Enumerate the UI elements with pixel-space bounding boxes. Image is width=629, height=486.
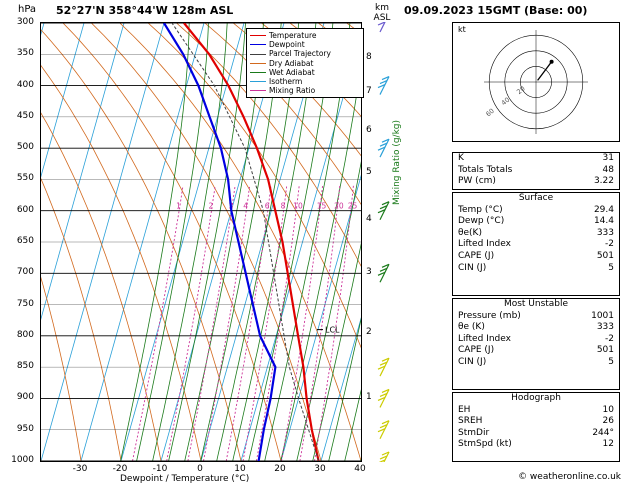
height-axis-unit: km bbox=[375, 3, 389, 13]
legend-swatch bbox=[250, 54, 266, 55]
info-key: CIN (J) bbox=[458, 356, 487, 367]
legend-item bbox=[250, 68, 360, 77]
wind-barb bbox=[378, 22, 389, 32]
pressure-tick-label: 800 bbox=[16, 329, 34, 340]
info-key: Lifted Index bbox=[458, 333, 511, 344]
legend-item bbox=[250, 49, 360, 58]
pressure-tick-label: 700 bbox=[16, 267, 34, 278]
wind-barb bbox=[378, 389, 389, 407]
info-value: 3.22 bbox=[593, 176, 614, 187]
info-value: 5 bbox=[608, 262, 614, 273]
info-row bbox=[453, 228, 619, 240]
legend-item bbox=[250, 86, 360, 95]
wind-barb-column bbox=[362, 22, 402, 462]
info-key: θe (K) bbox=[458, 322, 485, 333]
pressure-tick-label: 750 bbox=[16, 298, 34, 309]
svg-text:20: 20 bbox=[334, 201, 344, 211]
temperature-tick-label: -30 bbox=[72, 464, 88, 474]
hodograph-plot bbox=[452, 22, 620, 142]
legend-label: Dewpoint bbox=[269, 40, 305, 50]
info-key: Pressure (mb) bbox=[458, 310, 521, 321]
legend-label: Dry Adiabat bbox=[269, 58, 314, 68]
legend-label: Mixing Ratio bbox=[269, 86, 316, 96]
svg-text:10: 10 bbox=[293, 201, 303, 211]
legend-swatch bbox=[250, 81, 266, 82]
info-row bbox=[453, 311, 619, 323]
temperature-tick-label: -20 bbox=[112, 464, 128, 474]
height-tick-label: 3 bbox=[366, 267, 372, 278]
pressure-tick-label: 900 bbox=[16, 392, 34, 403]
box-title: Hodograph bbox=[511, 393, 561, 403]
info-row bbox=[453, 153, 619, 165]
pressure-axis-unit: hPa bbox=[18, 4, 37, 15]
svg-text:3: 3 bbox=[228, 201, 234, 211]
info-row bbox=[453, 176, 619, 188]
pressure-tick-label: 450 bbox=[16, 110, 34, 121]
info-row bbox=[453, 405, 619, 417]
info-row bbox=[453, 357, 619, 369]
wind-barb bbox=[378, 264, 389, 282]
info-key: StmSpd (kt) bbox=[458, 439, 512, 450]
height-tick-label: 5 bbox=[366, 167, 372, 178]
info-value: -2 bbox=[605, 333, 614, 344]
info-value: 501 bbox=[596, 250, 614, 261]
svg-text:20: 20 bbox=[515, 84, 527, 96]
forecast-datetime: 09.09.2023 15GMT (Base: 00) bbox=[404, 4, 588, 17]
info-row bbox=[453, 334, 619, 346]
legend-item bbox=[250, 31, 360, 40]
info-value: 26 bbox=[602, 416, 614, 427]
indices-box bbox=[452, 152, 620, 190]
legend-swatch bbox=[250, 90, 266, 91]
wind-barb bbox=[378, 139, 389, 157]
height-tick-label: 1 bbox=[366, 392, 372, 403]
height-axis-reference: ASL bbox=[373, 13, 391, 23]
info-value: 31 bbox=[602, 153, 614, 163]
box-title: Most Unstable bbox=[503, 299, 569, 309]
mixing-ratio-axis-title: Mixing Ratio (g/kg) bbox=[392, 119, 402, 205]
temperature-tick-label: 0 bbox=[197, 464, 203, 474]
info-key: Temp (°C) bbox=[458, 204, 503, 215]
hodograph-canvas bbox=[453, 23, 619, 141]
info-row bbox=[453, 322, 619, 334]
pressure-tick-label: 500 bbox=[16, 142, 34, 153]
pressure-tick-label: 550 bbox=[16, 173, 34, 184]
pressure-tick-label: 400 bbox=[16, 79, 34, 90]
legend-label: Parcel Trajectory bbox=[269, 49, 331, 59]
info-row bbox=[453, 165, 619, 177]
info-value: 48 bbox=[602, 164, 614, 175]
page-title: 52°27'N 358°44'W 128m ASL bbox=[56, 4, 234, 17]
info-value: 1001 bbox=[591, 310, 614, 321]
legend-swatch bbox=[250, 35, 266, 36]
info-key: PW (cm) bbox=[458, 176, 496, 187]
legend-item bbox=[250, 77, 360, 86]
wind-barb bbox=[378, 452, 389, 462]
temperature-tick-label: -10 bbox=[152, 464, 168, 474]
wind-barb bbox=[378, 421, 389, 439]
info-key: CAPE (J) bbox=[458, 345, 495, 356]
svg-text:60: 60 bbox=[484, 106, 496, 119]
info-row bbox=[453, 251, 619, 263]
wind-barb bbox=[378, 77, 389, 95]
temperature-tick-label: 10 bbox=[234, 464, 246, 474]
box-title: Surface bbox=[518, 193, 554, 203]
svg-text:6: 6 bbox=[264, 201, 270, 211]
pressure-tick-label: 850 bbox=[16, 361, 34, 372]
svg-text:1: 1 bbox=[176, 201, 181, 211]
legend-swatch bbox=[250, 63, 266, 64]
svg-text:LCL: LCL bbox=[325, 325, 340, 335]
height-tick-label: 2 bbox=[366, 326, 372, 337]
info-row bbox=[453, 205, 619, 217]
info-key: CAPE (J) bbox=[458, 250, 495, 261]
temperature-tick-label: 20 bbox=[274, 464, 286, 474]
svg-text:8: 8 bbox=[280, 201, 286, 211]
pressure-tick-label: 300 bbox=[16, 17, 34, 27]
info-row bbox=[453, 439, 619, 451]
info-value: 12 bbox=[602, 439, 614, 450]
hodograph-unit-label: kt bbox=[458, 25, 466, 34]
pressure-tick-label: 600 bbox=[16, 204, 34, 215]
info-row bbox=[453, 239, 619, 251]
legend bbox=[246, 28, 364, 98]
legend-item bbox=[250, 59, 360, 68]
most-unstable-box bbox=[452, 298, 620, 390]
surface-box bbox=[452, 192, 620, 296]
info-value: 5 bbox=[608, 356, 614, 367]
temperature-tick-label: 40 bbox=[354, 464, 366, 474]
info-row bbox=[453, 428, 619, 440]
info-key: K bbox=[458, 153, 464, 163]
svg-text:15: 15 bbox=[316, 201, 327, 211]
legend-label: Isotherm bbox=[269, 77, 303, 87]
pressure-tick-label: 950 bbox=[16, 423, 34, 434]
info-key: Dewp (°C) bbox=[458, 216, 505, 227]
legend-swatch bbox=[250, 72, 266, 73]
info-key: SREH bbox=[458, 416, 483, 427]
info-value: 29.4 bbox=[593, 204, 614, 215]
info-value: 14.4 bbox=[593, 216, 614, 227]
info-value: 333 bbox=[596, 322, 614, 333]
pressure-tick-label: 1000 bbox=[11, 455, 34, 465]
info-key: Totals Totals bbox=[458, 164, 513, 175]
height-tick-label: 6 bbox=[366, 124, 372, 135]
info-value: -2 bbox=[605, 239, 614, 250]
temperature-tick-label: 30 bbox=[314, 464, 326, 474]
wind-barb bbox=[378, 202, 389, 220]
svg-text:4: 4 bbox=[243, 201, 249, 211]
info-row bbox=[453, 416, 619, 428]
info-row bbox=[453, 263, 619, 275]
height-tick-label: 4 bbox=[366, 214, 372, 225]
legend-item bbox=[250, 40, 360, 49]
info-key: StmDir bbox=[458, 427, 490, 438]
svg-text:2: 2 bbox=[208, 201, 214, 211]
svg-text:25: 25 bbox=[347, 201, 358, 211]
info-value: 333 bbox=[596, 227, 614, 238]
copyright: © weatheronline.co.uk bbox=[518, 472, 621, 482]
info-row bbox=[453, 345, 619, 357]
height-tick-label: 8 bbox=[366, 52, 372, 63]
info-key: θe(K) bbox=[458, 227, 482, 238]
x-axis-title: Dewpoint / Temperature (°C) bbox=[120, 474, 250, 484]
info-row bbox=[453, 216, 619, 228]
hodograph-stats-box bbox=[452, 392, 620, 462]
height-tick-label: 7 bbox=[366, 85, 372, 96]
legend-label: Temperature bbox=[269, 31, 317, 40]
pressure-tick-label: 350 bbox=[16, 48, 34, 59]
info-value: 10 bbox=[602, 404, 614, 415]
legend-label: Wet Adiabat bbox=[269, 67, 315, 77]
legend-swatch bbox=[250, 44, 266, 45]
info-key: Lifted Index bbox=[458, 239, 511, 250]
info-value: 244° bbox=[592, 427, 614, 438]
info-value: 501 bbox=[596, 345, 614, 356]
info-key: EH bbox=[458, 404, 471, 415]
info-key: CIN (J) bbox=[458, 262, 487, 273]
wind-barb bbox=[378, 358, 389, 376]
svg-text:40: 40 bbox=[499, 95, 512, 108]
pressure-tick-label: 650 bbox=[16, 236, 34, 246]
